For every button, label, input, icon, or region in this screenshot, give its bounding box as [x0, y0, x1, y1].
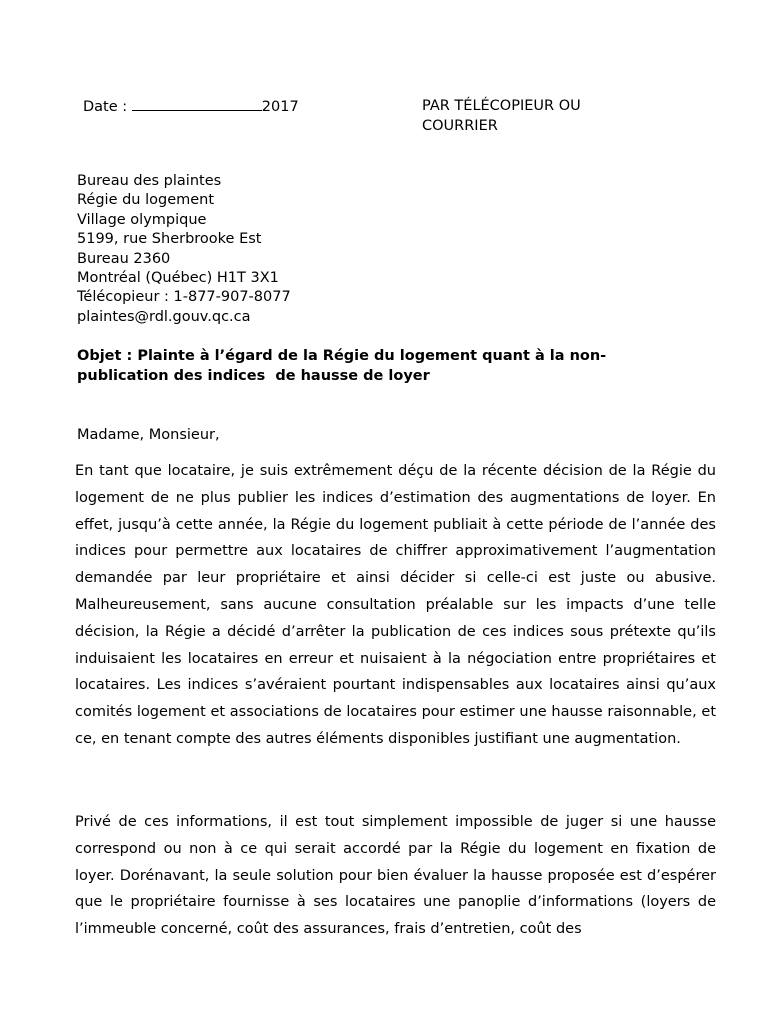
delivery-method-line: COURRIER — [422, 118, 498, 134]
address-line: Régie du logement — [77, 192, 215, 209]
delivery-method-line: PAR TÉLÉCOPIEUR OU — [422, 98, 581, 114]
salutation: Madame, Monsieur, — [77, 427, 220, 443]
subject-line — [77, 346, 647, 386]
subject-text: Objet : Plainte à l’égard de la Régie du logement quant à la non- — [77, 348, 607, 364]
date-line — [83, 96, 299, 117]
address-line: Bureau 2360 — [77, 250, 171, 267]
address-line: Village olympique — [77, 211, 207, 228]
delivery-method — [422, 96, 622, 136]
date-label: Date : — [83, 99, 132, 115]
address-email: plaintes@rdl.gouv.qc.ca — [77, 308, 251, 325]
address-line: 5199, rue Sherbrooke Est — [77, 231, 262, 248]
subject-text: publication des indices de hausse de loyer — [77, 368, 430, 384]
date-blank-field — [132, 96, 262, 111]
address-line: Bureau des plaintes — [77, 173, 222, 189]
date-year: 2017 — [261, 99, 299, 115]
address-line: Montréal (Québec) H1T 3X1 — [77, 270, 279, 287]
recipient-address — [77, 172, 291, 327]
body-paragraph: Privé de ces informations, il est tout simplement impossible de juger si une hausse correspond ou non à ce qui serait accordé par la Régie du logement en fixation de loyer. Dorénavant, la seule solution pour bien évaluer la hausse proposée est d’espérer que le propriétaire fournisse à ses locataires une panoplie d’informations (loyers de l’immeuble concerné, coût des assurances, frais d’entretien, coût des — [75, 814, 716, 938]
address-line: Télécopieur : 1-877-907-8077 — [77, 289, 291, 306]
body-paragraph: En tant que locataire, je suis extrêmement déçu de la récente décision de la Régie du logement de ne plus publier les indices d’estimation des augmentations de loyer. En effet, jusqu’à cette année, la Régie du logement publiait à cette période de l’année des indices pour permettre aux locataires de chiffrer approximativement l’augmentation demandée par leur propriétaire et ainsi décider si celle-ci est juste ou abusive. Malheureusement, sans aucune consultation préalable sur les impacts d’une telle décision, la Régie a décidé d’arrêter la publication de ces indices sous prétexte qu’ils induisaient les locataires en erreur et nuisaient à la négociation entre propriétaires et locataires. Les indices s’avéraient pourtant indispensables aux locataires ainsi qu’aux comités logement et associations de locataires pour estimer une hausse raisonnable, et ce, en tenant compte des autres éléments disponibles justifiant une augmentation. — [75, 463, 716, 747]
